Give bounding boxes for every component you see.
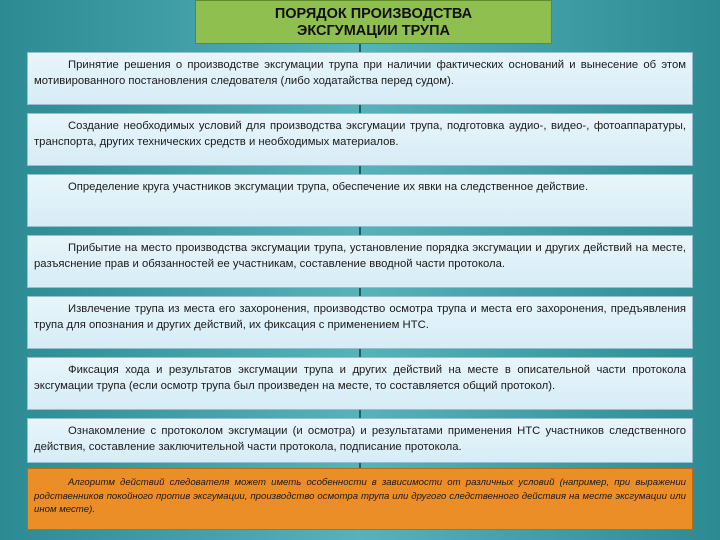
connector [359, 288, 361, 296]
step-box-3: Определение круга участников эксгумации трупа, обеспечение их явки на следственное действие. [27, 174, 693, 227]
diagram-title [195, 0, 552, 44]
connector [359, 227, 361, 235]
step-box-1: Принятие решения о производстве эксгумации трупа при наличии фактических оснований и вынесение об этом мотивированного постановления следователя (либо ходатайства перед судом). [27, 52, 693, 105]
step-box-7: Ознакомление с протоколом эксгумации (и осмотра) и результатами применения НТС участников следственного действия, составление заключительной части протокола, подписание протокола. [27, 418, 693, 463]
step-box-6: Фиксация хода и результатов эксгумации трупа и других действий на месте в описательной части протокола эксгумации трупа (если осмотр трупа был произведен на месте, то составляется общий протокол). [27, 357, 693, 410]
step-box-4: Прибытие на место производства эксгумации трупа, установление порядка эксгумации и других действий на месте, разъяснение прав и обязанностей ее участникам, составление вводной части протокола. [27, 235, 693, 288]
connector [359, 44, 361, 52]
connector [359, 105, 361, 113]
connector [359, 349, 361, 357]
step-box-2: Создание необходимых условий для производства эксгумации трупа, подготовка аудио-, видео-, фотоаппаратуры, транспорта, других технических средств и необходимых материалов. [27, 113, 693, 166]
title-line-2: ЭКСГУМАЦИИ ТРУПА [297, 23, 450, 39]
title-line-1: ПОРЯДОК ПРОИЗВОДСТВА [274, 6, 473, 22]
step-box-5: Извлечение трупа из места его захоронения, производство осмотра трупа и места его захоронения, предъявления трупа для опознания и других действий, их фиксация с применением НТС. [27, 296, 693, 349]
connector [359, 410, 361, 418]
connector [359, 166, 361, 174]
note-box: Алгоритм действий следователя может иметь особенности в зависимости от различных условий (например, при выражении родственников покойного против эксгумации, производство осмотра трупа или другого следственного действия на месте эксгумации или ином месте). [27, 468, 693, 530]
